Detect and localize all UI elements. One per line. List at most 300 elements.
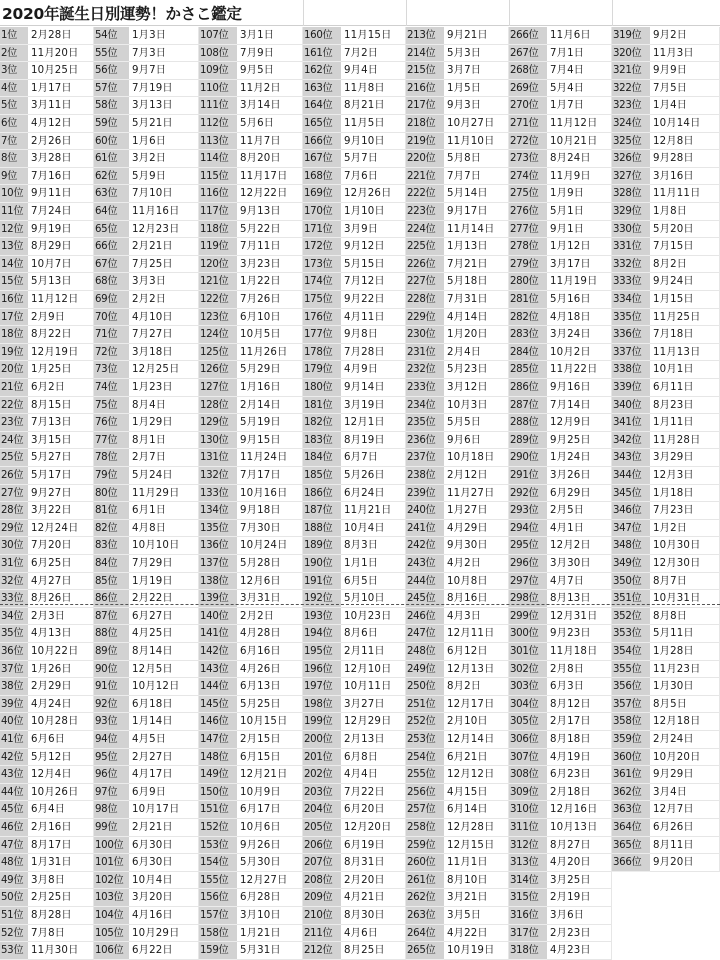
birthday-cell: 3月17日 (547, 256, 612, 274)
rank-cell: 197位 (303, 678, 341, 696)
birthday-cell: 4月6日 (341, 925, 406, 943)
birthday-cell: 2月19日 (547, 889, 612, 907)
rank-cell: 198位 (303, 696, 341, 714)
rank-cell: 265位 (406, 942, 444, 960)
birthday-cell: 8月25日 (341, 942, 406, 960)
rank-cell: 103位 (94, 889, 129, 907)
birthday-cell: 12月17日 (444, 696, 509, 714)
birthday-cell: 11月29日 (129, 485, 199, 503)
birthday-cell: 8月22日 (28, 326, 94, 344)
rank-cell: 22位 (0, 397, 28, 415)
birthday-cell: 8月1日 (129, 432, 199, 450)
birthday-cell: 3月2日 (129, 150, 199, 168)
rank-cell: 26位 (0, 467, 28, 485)
birthday-cell: 6月28日 (237, 889, 303, 907)
birthday-cell: 11月17日 (237, 168, 303, 186)
birthday-cell: 8月17日 (28, 837, 94, 855)
birthday-cell: 3月29日 (650, 449, 720, 467)
rank-cell: 117位 (199, 203, 237, 221)
birthday-cell: 2月21日 (129, 238, 199, 256)
rank-cell: 244位 (406, 573, 444, 591)
birthday-cell: 1月29日 (129, 414, 199, 432)
rank-cell: 153位 (199, 837, 237, 855)
rank-cell: 237位 (406, 449, 444, 467)
birthday-cell: 10月3日 (444, 397, 509, 415)
birthday-cell: 12月18日 (650, 713, 720, 731)
rank-cell: 134位 (199, 502, 237, 520)
birthday-cell: 4月15日 (444, 784, 509, 802)
birthday-cell: 9月18日 (237, 502, 303, 520)
birthday-cell: 10月29日 (129, 925, 199, 943)
birthday-cell: 7月6日 (341, 168, 406, 186)
birthday-cell: 11月1日 (444, 854, 509, 872)
rank-cell: 363位 (612, 801, 650, 819)
birthday-cell: 1月21日 (237, 925, 303, 943)
birthday-cell: 7月14日 (547, 397, 612, 415)
birthday-cell: 5月5日 (444, 414, 509, 432)
birthday-cell: 6月29日 (547, 485, 612, 503)
rank-cell: 298位 (509, 590, 547, 608)
rank-cell: 133位 (199, 485, 237, 503)
birthday-cell: 5月30日 (237, 854, 303, 872)
rank-cell: 299位 (509, 608, 547, 626)
birthday-cell: 12月15日 (444, 837, 509, 855)
rank-cell: 338位 (612, 361, 650, 379)
birthday-cell: 12月27日 (237, 872, 303, 890)
rank-cell: 196位 (303, 661, 341, 679)
birthday-cell: 1月31日 (28, 854, 94, 872)
rank-cell: 83位 (94, 537, 129, 555)
birthday-cell: 7月31日 (444, 291, 509, 309)
rank-cell: 111位 (199, 97, 237, 115)
birthday-cell: 7月9日 (237, 45, 303, 63)
rank-cell: 12位 (0, 221, 28, 239)
birthday-cell: 7月18日 (650, 326, 720, 344)
birthday-cell: 4月12日 (28, 115, 94, 133)
birthday-cell: 2月25日 (28, 889, 94, 907)
rank-cell: 336位 (612, 326, 650, 344)
page-break-line (0, 604, 720, 605)
rank-cell: 325位 (612, 133, 650, 151)
rank-cell: 118位 (199, 221, 237, 239)
birthday-cell: 4月8日 (129, 520, 199, 538)
rank-cell: 358位 (612, 713, 650, 731)
rank-cell: 160位 (303, 27, 341, 45)
rank-cell: 2位 (0, 45, 28, 63)
birthday-cell: 1月4日 (650, 97, 720, 115)
birthday-cell: 3月23日 (237, 256, 303, 274)
rank-cell: 339位 (612, 379, 650, 397)
rank-cell: 217位 (406, 97, 444, 115)
birthday-cell: 11月12日 (547, 115, 612, 133)
birthday-cell: 9月25日 (547, 432, 612, 450)
rank-cell: 213位 (406, 27, 444, 45)
rank-cell: 55位 (94, 45, 129, 63)
rank-cell: 70位 (94, 309, 129, 327)
rank-cell: 60位 (94, 133, 129, 151)
birthday-cell: 12月8日 (650, 133, 720, 151)
rank-cell: 261位 (406, 872, 444, 890)
birthday-cell: 11月6日 (547, 27, 612, 45)
rank-cell: 305位 (509, 713, 547, 731)
rank-cell: 243位 (406, 555, 444, 573)
rank-cell: 17位 (0, 309, 28, 327)
birthday-cell: 7月1日 (547, 45, 612, 63)
birthday-cell: 7月24日 (28, 203, 94, 221)
birthday-cell: 3月28日 (28, 150, 94, 168)
rank-cell: 233位 (406, 379, 444, 397)
birthday-cell: 11月19日 (547, 273, 612, 291)
rank-cell: 171位 (303, 221, 341, 239)
birthday-cell: 10月23日 (341, 608, 406, 626)
rank-cell: 283位 (509, 326, 547, 344)
rank-cell: 121位 (199, 273, 237, 291)
birthday-cell: 10月13日 (547, 819, 612, 837)
birthday-cell: 11月9日 (547, 168, 612, 186)
rank-cell: 148位 (199, 749, 237, 767)
birthday-cell: 5月19日 (237, 414, 303, 432)
birthday-cell: 2月3日 (28, 608, 94, 626)
rank-cell: 58位 (94, 97, 129, 115)
birthday-cell: 11月3日 (650, 45, 720, 63)
rank-cell: 122位 (199, 291, 237, 309)
birthday-cell: 8月28日 (28, 907, 94, 925)
birthday-cell: 1月18日 (650, 485, 720, 503)
rank-cell: 88位 (94, 625, 129, 643)
rank-cell: 231位 (406, 344, 444, 362)
rank-cell: 234位 (406, 397, 444, 415)
birthday-cell: 7月23日 (650, 502, 720, 520)
birthday-cell: 1月8日 (650, 203, 720, 221)
rank-cell: 353位 (612, 625, 650, 643)
rank-cell: 135位 (199, 520, 237, 538)
birthday-cell: 9月9日 (650, 62, 720, 80)
rank-cell: 59位 (94, 115, 129, 133)
birthday-cell: 2月10日 (444, 713, 509, 731)
rank-cell: 21位 (0, 379, 28, 397)
birthday-cell: 12月20日 (341, 819, 406, 837)
rank-cell: 176位 (303, 309, 341, 327)
birthday-cell: 5月18日 (444, 273, 509, 291)
birthday-cell: 5月26日 (341, 467, 406, 485)
birthday-cell: 1月2日 (650, 520, 720, 538)
birthday-cell: 8月20日 (237, 150, 303, 168)
rank-cell: 64位 (94, 203, 129, 221)
rank-cell: 291位 (509, 467, 547, 485)
birthday-cell: 7月13日 (28, 414, 94, 432)
birthday-cell: 1月13日 (444, 238, 509, 256)
rank-cell: 84位 (94, 555, 129, 573)
rank-cell: 137位 (199, 555, 237, 573)
rank-cell: 20位 (0, 361, 28, 379)
birthday-cell: 12月30日 (650, 555, 720, 573)
birthday-cell: 1月17日 (28, 80, 94, 98)
rank-cell: 274位 (509, 168, 547, 186)
birthday-cell: 2月23日 (547, 925, 612, 943)
birthday-cell: 4月4日 (341, 766, 406, 784)
rank-cell: 44位 (0, 784, 28, 802)
rank-cell: 287位 (509, 397, 547, 415)
birthday-cell: 8月23日 (650, 397, 720, 415)
rank-cell: 289位 (509, 432, 547, 450)
rank-cell: 208位 (303, 872, 341, 890)
title-cell-divider (612, 0, 613, 26)
rank-cell: 227位 (406, 273, 444, 291)
rank-cell: 90位 (94, 661, 129, 679)
title-row (0, 0, 720, 26)
rank-cell: 222位 (406, 185, 444, 203)
rank-cell: 78位 (94, 449, 129, 467)
rank-cell: 79位 (94, 467, 129, 485)
rank-cell: 211位 (303, 925, 341, 943)
birthday-cell: 9月19日 (28, 221, 94, 239)
birthday-cell: 7月2日 (341, 45, 406, 63)
rank-cell: 345位 (612, 485, 650, 503)
rank-cell: 100位 (94, 837, 129, 855)
rank-cell: 195位 (303, 643, 341, 661)
rank-cell: 72位 (94, 344, 129, 362)
birthday-cell: 2月2日 (237, 608, 303, 626)
birthday-cell: 11月11日 (650, 185, 720, 203)
birthday-cell: 2月18日 (547, 784, 612, 802)
birthday-cell: 11月21日 (341, 502, 406, 520)
birthday-cell: 4月17日 (129, 766, 199, 784)
birthday-cell: 2月9日 (28, 309, 94, 327)
birthday-cell: 12月2日 (547, 537, 612, 555)
birthday-cell: 8月4日 (129, 397, 199, 415)
rank-cell: 125位 (199, 344, 237, 362)
birthday-cell: 7月26日 (237, 291, 303, 309)
birthday-cell: 9月13日 (237, 203, 303, 221)
rank-cell: 93位 (94, 713, 129, 731)
rank-cell: 158位 (199, 925, 237, 943)
rank-cell: 221位 (406, 168, 444, 186)
rank-cell: 300位 (509, 625, 547, 643)
rank-cell: 247位 (406, 625, 444, 643)
rank-cell: 276位 (509, 203, 547, 221)
birthday-cell: 11月18日 (547, 643, 612, 661)
rank-cell: 51位 (0, 907, 28, 925)
rank-cell: 262位 (406, 889, 444, 907)
birthday-cell: 10月9日 (237, 784, 303, 802)
birthday-cell: 8月30日 (341, 907, 406, 925)
birthday-cell: 11月22日 (547, 361, 612, 379)
birthday-cell: 6月16日 (237, 643, 303, 661)
rank-cell: 209位 (303, 889, 341, 907)
birthday-cell: 6月21日 (444, 749, 509, 767)
birthday-cell: 12月21日 (237, 766, 303, 784)
birthday-cell: 11月27日 (444, 485, 509, 503)
rank-cell: 314位 (509, 872, 547, 890)
birthday-cell: 10月12日 (129, 678, 199, 696)
birthday-cell: 4月7日 (547, 573, 612, 591)
rank-cell: 56位 (94, 62, 129, 80)
birthday-cell: 4月5日 (129, 731, 199, 749)
rank-cell: 306位 (509, 731, 547, 749)
birthday-cell: 7月11日 (237, 238, 303, 256)
birthday-cell: 6月12日 (444, 643, 509, 661)
birthday-cell: 12月19日 (28, 344, 94, 362)
rank-cell: 105位 (94, 925, 129, 943)
rank-cell: 301位 (509, 643, 547, 661)
rank-cell: 349位 (612, 555, 650, 573)
birthday-cell: 5月28日 (237, 555, 303, 573)
birthday-cell: 8月5日 (650, 696, 720, 714)
rank-cell: 53位 (0, 942, 28, 960)
birthday-cell: 1月28日 (650, 643, 720, 661)
rank-cell: 177位 (303, 326, 341, 344)
rank-cell: 82位 (94, 520, 129, 538)
birthday-cell: 2月27日 (129, 749, 199, 767)
rank-cell: 273位 (509, 150, 547, 168)
rank-cell: 203位 (303, 784, 341, 802)
rank-cell: 46位 (0, 819, 28, 837)
rank-cell: 238位 (406, 467, 444, 485)
rank-cell: 286位 (509, 379, 547, 397)
birthday-cell: 9月5日 (237, 62, 303, 80)
birthday-cell: 10月25日 (28, 62, 94, 80)
rank-cell: 228位 (406, 291, 444, 309)
birthday-cell: 6月18日 (129, 696, 199, 714)
rank-cell: 10位 (0, 185, 28, 203)
rank-cell: 157位 (199, 907, 237, 925)
birthday-cell: 11月13日 (650, 344, 720, 362)
birthday-cell: 5月22日 (237, 221, 303, 239)
rank-cell: 360位 (612, 749, 650, 767)
birthday-cell: 3月21日 (444, 889, 509, 907)
birthday-cell: 8月10日 (444, 872, 509, 890)
rank-cell: 204位 (303, 801, 341, 819)
rank-cell: 193位 (303, 608, 341, 626)
birthday-cell: 1月15日 (650, 291, 720, 309)
birthday-cell: 1月24日 (547, 449, 612, 467)
birthday-cell: 10月21日 (547, 133, 612, 151)
birthday-cell: 1月26日 (28, 661, 94, 679)
birthday-cell: 2月20日 (341, 872, 406, 890)
rank-cell: 61位 (94, 150, 129, 168)
birthday-cell: 11月12日 (28, 291, 94, 309)
rank-cell: 95位 (94, 749, 129, 767)
rank-cell: 275位 (509, 185, 547, 203)
rank-cell: 294位 (509, 520, 547, 538)
birthday-cell: 2月22日 (129, 590, 199, 608)
rank-cell: 362位 (612, 784, 650, 802)
rank-cell: 86位 (94, 590, 129, 608)
rank-cell: 355位 (612, 661, 650, 679)
rank-cell: 69位 (94, 291, 129, 309)
rank-cell: 62位 (94, 168, 129, 186)
birthday-cell: 3月15日 (28, 432, 94, 450)
rank-cell: 6位 (0, 115, 28, 133)
rank-cell: 223位 (406, 203, 444, 221)
rank-cell: 323位 (612, 97, 650, 115)
birthday-cell: 12月3日 (650, 467, 720, 485)
rank-cell: 303位 (509, 678, 547, 696)
rank-cell: 123位 (199, 309, 237, 327)
rank-cell: 249位 (406, 661, 444, 679)
birthday-cell: 10月28日 (28, 713, 94, 731)
rank-cell: 11位 (0, 203, 28, 221)
birthday-cell: 9月24日 (650, 273, 720, 291)
rank-cell: 140位 (199, 608, 237, 626)
birthday-cell: 9月11日 (28, 185, 94, 203)
birthday-cell: 6月17日 (237, 801, 303, 819)
rank-cell: 318位 (509, 942, 547, 960)
rank-cell: 113位 (199, 133, 237, 151)
rank-cell: 267位 (509, 45, 547, 63)
rank-cell: 263位 (406, 907, 444, 925)
rank-cell: 313位 (509, 854, 547, 872)
rank-cell: 139位 (199, 590, 237, 608)
rank-cell: 166位 (303, 133, 341, 151)
rank-cell: 326位 (612, 150, 650, 168)
birthday-cell: 9月20日 (650, 854, 720, 872)
rank-cell: 25位 (0, 449, 28, 467)
birthday-cell: 6月13日 (237, 678, 303, 696)
birthday-cell: 3月12日 (444, 379, 509, 397)
birthday-cell: 3月18日 (129, 344, 199, 362)
rank-cell: 175位 (303, 291, 341, 309)
birthday-cell: 8月8日 (650, 608, 720, 626)
rank-cell: 23位 (0, 414, 28, 432)
rank-cell: 236位 (406, 432, 444, 450)
rank-cell: 99位 (94, 819, 129, 837)
birthday-cell: 2月17日 (547, 713, 612, 731)
rank-cell: 225位 (406, 238, 444, 256)
rank-cell: 255位 (406, 766, 444, 784)
rank-cell: 317位 (509, 925, 547, 943)
rank-cell: 18位 (0, 326, 28, 344)
birthday-cell: 7月5日 (650, 80, 720, 98)
birthday-cell: 5月12日 (28, 749, 94, 767)
rank-cell: 278位 (509, 238, 547, 256)
rank-cell: 292位 (509, 485, 547, 503)
rank-cell: 248位 (406, 643, 444, 661)
rank-cell: 31位 (0, 555, 28, 573)
birthday-cell: 1月7日 (547, 97, 612, 115)
rank-cell: 155位 (199, 872, 237, 890)
birthday-cell: 8月31日 (341, 854, 406, 872)
birthday-cell: 10月4日 (341, 520, 406, 538)
birthday-cell: 3月10日 (237, 907, 303, 925)
rank-cell: 329位 (612, 203, 650, 221)
birthday-cell: 1月9日 (547, 185, 612, 203)
birthday-cell: 5月25日 (237, 696, 303, 714)
rank-cell: 327位 (612, 168, 650, 186)
birthday-cell: 5月24日 (129, 467, 199, 485)
birthday-cell: 2月5日 (547, 502, 612, 520)
rank-cell: 150位 (199, 784, 237, 802)
rank-cell: 290位 (509, 449, 547, 467)
rank-cell: 75位 (94, 397, 129, 415)
birthday-cell: 1月11日 (650, 414, 720, 432)
rank-cell: 279位 (509, 256, 547, 274)
rank-cell: 73位 (94, 361, 129, 379)
rank-cell: 49位 (0, 872, 28, 890)
rank-cell: 38位 (0, 678, 28, 696)
rank-cell: 199位 (303, 713, 341, 731)
rank-cell: 186位 (303, 485, 341, 503)
rank-cell: 346位 (612, 502, 650, 520)
rank-cell: 68位 (94, 273, 129, 291)
rank-cell: 328位 (612, 185, 650, 203)
birthday-cell: 3月7日 (444, 62, 509, 80)
rank-cell: 272位 (509, 133, 547, 151)
birthday-cell: 7月17日 (237, 467, 303, 485)
rank-cell: 34位 (0, 608, 28, 626)
rank-cell: 308位 (509, 766, 547, 784)
birthday-cell: 2月28日 (28, 27, 94, 45)
